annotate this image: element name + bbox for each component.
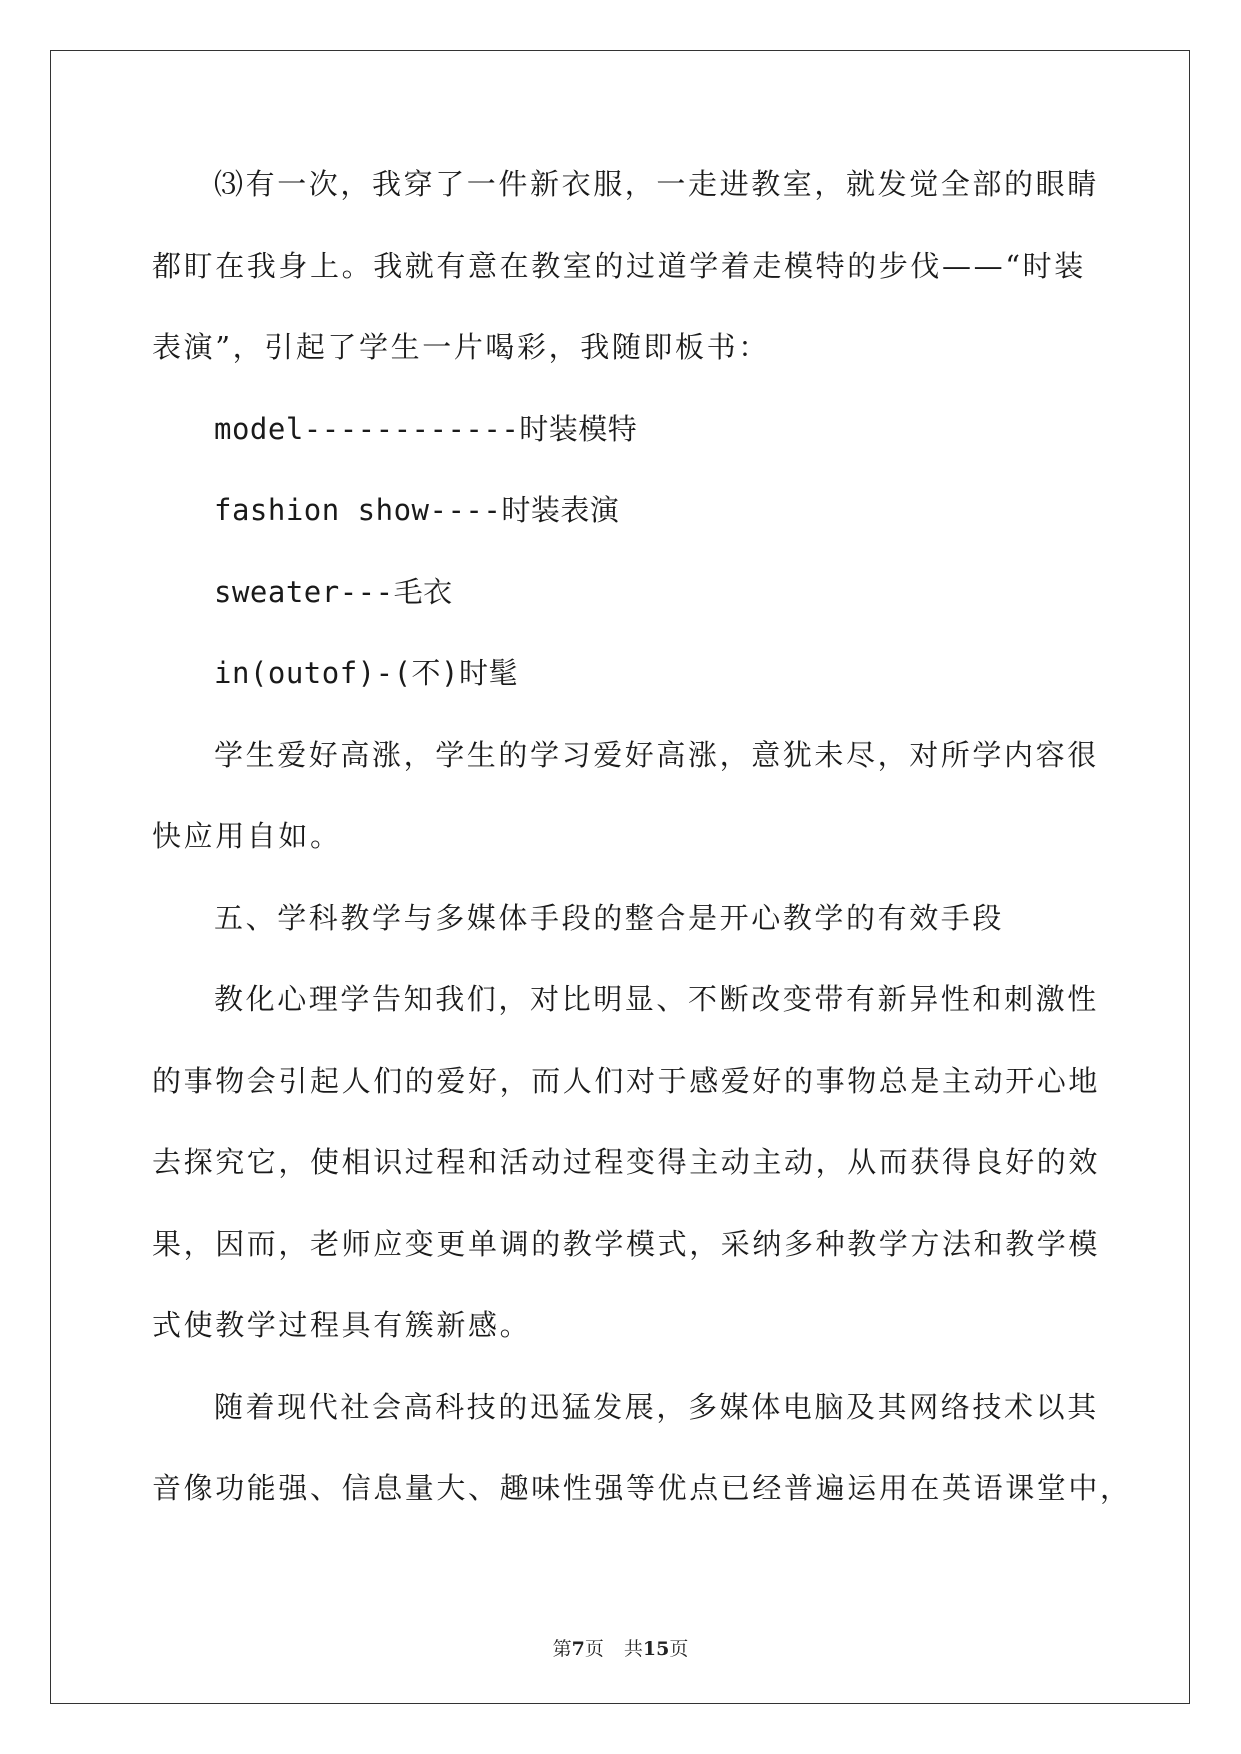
paragraph-line: 快应用自如。 [152,819,342,853]
paragraph-line: ⑶有一次，我穿了一件新衣服，一走进教室，就发觉全部的眼睛 [214,167,1099,201]
paragraph-line: 去探究它，使相识过程和活动过程变得主动主动，从而获得良好的效 [152,1145,1101,1179]
vocab-line-sweater: sweater---毛衣 [214,574,453,609]
vocab-line-fashion-show: fashion show----时装表演 [214,493,620,527]
page-footer [0,1634,1241,1661]
footer-total-pages: 15 [642,1638,670,1660]
paragraph-line: 音像功能强、信息量大、趣味性强等优点已经普遍运用在英语课堂中， [152,1471,1132,1505]
footer-page-prefix: 第 [552,1638,572,1660]
vocab-line-model: model------------时装模特 [214,411,638,446]
paragraph-line: 教化心理学告知我们，对比明显、不断改变带有新异性和刺激性 [214,982,1099,1016]
paragraph-line: 的事物会引起人们的爱好，而人们对于感爱好的事物总是主动开心地 [152,1063,1101,1098]
vocab-line-in-out-of: in(outof)-(不)时髦 [214,656,519,690]
footer-page-number: 7 [571,1638,585,1660]
paragraph-line: 学生爱好高涨，学生的学习爱好高涨，意犹未尽，对所学内容很 [214,737,1099,772]
paragraph-line: 随着现代社会高科技的迅猛发展，多媒体电脑及其网络技术以其 [214,1389,1099,1424]
paragraph-line: 果，因而，老师应变更单调的教学模式，采纳多种教学方法和教学模 [152,1226,1101,1261]
paragraph-line: 式使教学过程具有簇新感。 [152,1308,532,1342]
paragraph-line: 表演”，引起了学生一片喝彩，我随即板书： [152,330,770,364]
paragraph-line: 都盯在我身上。我就有意在教室的过道学着走模特的步伐——“时装 [152,248,1086,283]
section-heading: 五、学科教学与多媒体手段的整合是开心教学的有效手段 [214,900,1005,935]
footer-total-prefix: 共 [623,1638,643,1660]
footer-page-suffix: 页 [584,1638,604,1660]
footer-total-suffix: 页 [669,1638,689,1660]
document-body [152,160,1132,1546]
